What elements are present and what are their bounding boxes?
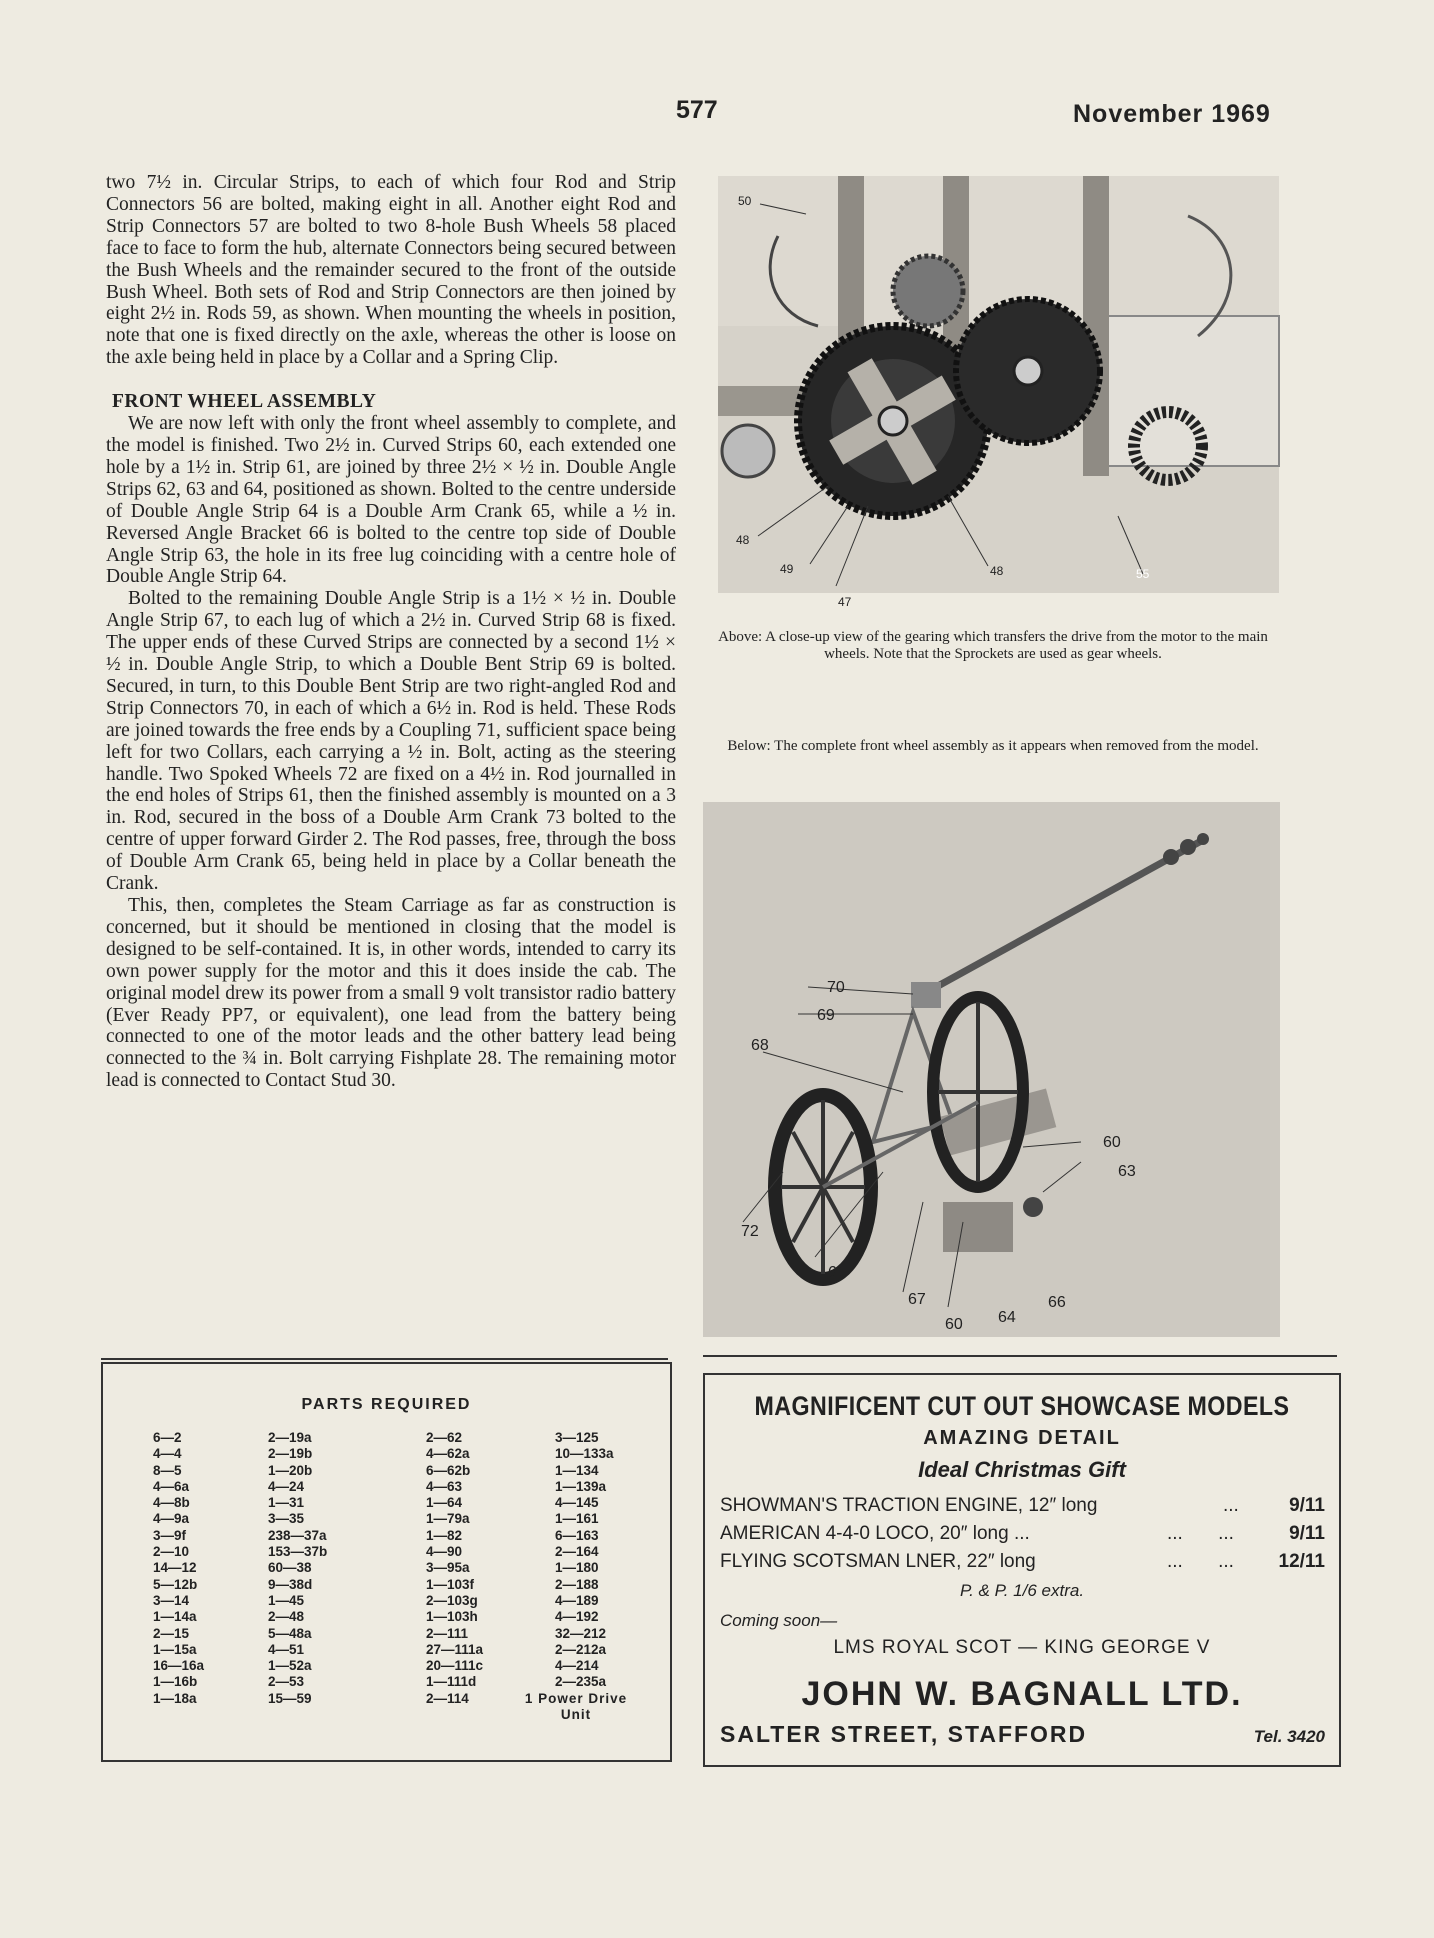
- gear-label-55: 55: [1136, 567, 1150, 581]
- part-label-69: 69: [817, 1007, 835, 1024]
- parts-column-2: [268, 1430, 327, 1707]
- part-entry: 4—214: [555, 1658, 599, 1674]
- ad-item-name: FLYING SCOTSMAN LNER, 22″ long: [720, 1551, 1036, 1572]
- parts-required-box: [101, 1362, 672, 1762]
- ad-item-dots: ...: [1223, 1495, 1239, 1516]
- part-entry: 4—145: [555, 1495, 599, 1511]
- ad-telephone: Tel. 3420: [1253, 1727, 1325, 1746]
- part-label-64: 64: [998, 1309, 1016, 1326]
- part-entry: 1—20b: [268, 1462, 313, 1478]
- gear-label-47: 47: [838, 595, 852, 609]
- part-entry: 8—5: [153, 1462, 182, 1478]
- ad-item-price: 9/11: [1289, 1495, 1325, 1516]
- part-entry: 2—188: [555, 1576, 599, 1592]
- part-entry: 3—125: [555, 1430, 599, 1445]
- part-entry: 4—4: [153, 1446, 182, 1462]
- ad-address: SALTER STREET, STAFFORD: [720, 1721, 1088, 1747]
- part-entry: 6—2: [153, 1430, 182, 1445]
- ad-item-name: AMERICAN 4-4-0 LOCO, 20″ long ...: [720, 1523, 1030, 1544]
- part-entry: 2—15: [153, 1625, 190, 1641]
- part-entry: 2—62: [426, 1430, 463, 1445]
- gear-label-49: 49: [780, 562, 794, 576]
- part-entry: 16—16a: [153, 1658, 205, 1674]
- part-entry: 4—8b: [153, 1495, 190, 1511]
- ad-coming-item: LMS ROYAL SCOT — KING GEORGE V: [833, 1637, 1211, 1658]
- part-entry: 20—111c: [426, 1658, 484, 1674]
- ad-coming-soon: Coming soon—: [720, 1611, 838, 1630]
- ad-item-price: 9/11: [1289, 1523, 1325, 1544]
- gearing-illustration: [718, 176, 1279, 609]
- part-entry: 3—9f: [153, 1527, 187, 1543]
- article-paragraph: We are now left with only the front wheel assembly to complete, and the model is finished. Two 2½ in. Curved Strips 60, each extended one hole by a 1½ in. Strip 61, are joined by three 2½ × ½ in. Double Angle Strips 62, 63 and 64, positioned as shown. Bolted to the centre underside of Double Angle Strip 64 is a Double Arm Crank 65, while a ½ in. Reversed Angle Bracket 66 is bolted to the centre top side of Double Angle Strip 63, the hole in its free lug coinciding with a centre hole of Double Angle Strip 64.: [106, 413, 676, 588]
- parts-column-1: [153, 1430, 204, 1707]
- part-entry: 4—51: [268, 1641, 305, 1657]
- part-label-72: 72: [741, 1223, 759, 1240]
- front-wheel-illustration: [703, 802, 1280, 1337]
- part-entry: 1—79a: [426, 1511, 470, 1527]
- gearing-photo: [718, 176, 1279, 609]
- part-entry: 1 Power Drive Unit: [524, 1690, 628, 1723]
- part-entry: 3—35: [268, 1511, 305, 1527]
- part-entry: 2—103g: [426, 1592, 478, 1608]
- ad-item-dots: ... ...: [1167, 1551, 1234, 1572]
- part-entry: 4—24: [268, 1478, 305, 1494]
- part-entry: 1—82: [426, 1527, 463, 1543]
- part-entry: 1—31: [268, 1495, 305, 1511]
- bagnall-advertisement: [703, 1373, 1341, 1767]
- part-entry: 4—6a: [153, 1478, 190, 1494]
- part-entry: 1—134: [555, 1462, 599, 1478]
- part-entry: 9—38d: [268, 1576, 313, 1592]
- part-label-66: 66: [1048, 1294, 1066, 1311]
- ad-company-name: JOHN W. BAGNALL LTD.: [801, 1675, 1243, 1713]
- part-entry: 1—180: [555, 1560, 599, 1576]
- part-entry: 1—64: [426, 1495, 463, 1511]
- part-entry: 238—37a: [268, 1527, 327, 1543]
- front-wheel-photo: [703, 802, 1280, 1337]
- part-entry: 6—62b: [426, 1462, 471, 1478]
- ad-item-name: SHOWMAN'S TRACTION ENGINE, 12″ long: [720, 1495, 1098, 1516]
- part-entry: 4—189: [555, 1592, 599, 1608]
- section-heading: FRONT WHEEL ASSEMBLY: [112, 391, 377, 413]
- ad-headline: MAGNIFICENT CUT OUT SHOWCASE MODELS: [754, 1391, 1290, 1421]
- part-entry: 1—18a: [153, 1690, 197, 1706]
- part-entry: 4—63: [426, 1478, 463, 1494]
- parts-column-3: [426, 1430, 483, 1707]
- ad-top-rule: [703, 1355, 1337, 1357]
- ad-postage: P. & P. 1/6 extra.: [959, 1581, 1085, 1600]
- part-entry: 27—111a: [426, 1641, 484, 1657]
- ad-item-dots: ... ...: [1167, 1523, 1234, 1544]
- part-label-63: 63: [1118, 1163, 1136, 1180]
- part-label-70: 70: [827, 979, 845, 996]
- part-entry: 6—163: [555, 1527, 599, 1543]
- part-entry: 4—9a: [153, 1511, 190, 1527]
- gearing-caption: Above: A close-up view of the gearing which transfers the drive from the motor to the main wheels. Note that the Sprockets are used as gear wheels.: [718, 629, 1268, 662]
- parts-top-rule: [101, 1358, 668, 1360]
- ad-item-price: 12/11: [1278, 1551, 1325, 1572]
- part-entry: 32—212: [555, 1625, 607, 1641]
- parts-column-4: [521, 1430, 636, 1723]
- part-entry: 10—133a: [555, 1446, 614, 1462]
- part-label-60: 60: [1103, 1134, 1121, 1151]
- gear-label-50: 50: [738, 194, 752, 208]
- part-entry: 14—12: [153, 1560, 197, 1576]
- part-entry: 2—19a: [268, 1430, 312, 1445]
- part-entry: 2—235a: [555, 1674, 607, 1690]
- article-paragraph: two 7½ in. Circular Strips, to each of which four Rod and Strip Connectors 56 are bolted, making eight in all. Another eight Rod and Strip Connectors 57 are bolted to two 8-hole Bush Wheels 58 placed face to face to form the hub, alternate Connectors being secured between the Bush Wheels and the remainder secured to the front of the outside Bush Wheel. Both sets of Rod and Strip Connectors are then joined by eight 2½ in. Rods 59, as shown. When mounting the wheels in position, note that one is fixed directly on the axle, whereas the other is loose on the axle being held in place by a Collar and a Spring Clip.: [106, 172, 676, 369]
- part-entry: 5—12b: [153, 1576, 198, 1592]
- gear-label-48: 48: [736, 533, 750, 547]
- gear-label-48b: 48: [990, 564, 1004, 578]
- part-entry: 4—62a: [426, 1446, 470, 1462]
- part-entry: 1—45: [268, 1592, 305, 1608]
- part-entry: 1—103h: [426, 1609, 478, 1625]
- part-entry: 5—48a: [268, 1625, 312, 1641]
- part-entry: 2—48: [268, 1609, 305, 1625]
- parts-title: PARTS REQUIRED: [301, 1396, 472, 1413]
- part-entry: 1—103f: [426, 1576, 475, 1592]
- part-entry: 153—37b: [268, 1544, 328, 1560]
- part-entry: 15—59: [268, 1690, 312, 1706]
- part-entry: 2—10: [153, 1544, 190, 1560]
- part-entry: 60—38: [268, 1560, 312, 1576]
- front-wheel-caption: Below: The complete front wheel assembly as it appears when removed from the model.: [727, 738, 1259, 754]
- part-entry: 2—53: [268, 1674, 305, 1690]
- part-entry: 1—161: [555, 1511, 599, 1527]
- ad-gift-line: Ideal Christmas Gift: [918, 1457, 1126, 1482]
- part-entry: 1—16b: [153, 1674, 198, 1690]
- page-number: 577: [676, 96, 718, 124]
- part-entry: 1—139a: [555, 1478, 607, 1494]
- part-label-67: 67: [908, 1291, 926, 1308]
- part-entry: 2—164: [555, 1544, 599, 1560]
- part-entry: 1—14a: [153, 1609, 197, 1625]
- issue-date: November 1969: [1073, 100, 1271, 128]
- part-label-60b: 60: [945, 1316, 963, 1333]
- part-label-61: 61: [828, 1264, 846, 1281]
- part-entry: 1—111d: [426, 1674, 477, 1690]
- part-entry: 2—111: [426, 1625, 469, 1641]
- ad-subheadline: AMAZING DETAIL: [923, 1427, 1121, 1449]
- part-label-68: 68: [751, 1037, 769, 1054]
- part-entry: 3—14: [153, 1592, 190, 1608]
- part-entry: 1—15a: [153, 1641, 197, 1657]
- part-entry: 2—19b: [268, 1446, 313, 1462]
- part-entry: 2—114: [426, 1690, 469, 1706]
- part-entry: 3—95a: [426, 1560, 470, 1576]
- part-entry: 4—90: [426, 1544, 463, 1560]
- part-entry: 2—212a: [555, 1641, 607, 1657]
- part-entry: 1—52a: [268, 1658, 312, 1674]
- article-column: [106, 172, 676, 1092]
- part-entry: 4—192: [555, 1609, 599, 1625]
- article-paragraph: This, then, completes the Steam Carriage as far as construction is concerned, but it should be mentioned in closing that the model is designed to be self-contained. It is, in other words, intended to carry its own power supply for the motor and this it does inside the cab. The original model drew its power from a small 9 volt transistor radio battery (Ever Ready PP7, or equivalent), one lead from the battery being connected to one of the motor leads and the other battery lead being connected to the ¾ in. Bolt carrying Fishplate 28. The remaining motor lead is connected to Contact Stud 30.: [106, 895, 676, 1092]
- article-paragraph: Bolted to the remaining Double Angle Strip is a 1½ × ½ in. Double Angle Strip 67, to each lug of which a 2½ in. Curved Strip 68 is fixed. The upper ends of these Curved Strips are connected by a second 1½ × ½ in. Double Angle Strip, to which a Double Bent Strip 69 is bolted. Secured, in turn, to this Double Bent Strip are two right-angled Rod and Strip Connectors 70, in each of which a 6½ in. Rod is held. These Rods are joined towards the free ends by a Coupling 71, sufficient space being left for two Collars, each carrying a ½ in. Bolt, acting as the steering handle. Two Spoked Wheels 72 are fixed on a 4½ in. Rod journalled in the end holes of Strips 61, then the finished assembly is mounted on a 3 in. Rod, secured in the boss of a Double Arm Crank 73 bolted to the centre of upper forward Girder 2. The Rod passes, free, through the boss of Double Arm Crank 65, being held in place by a Collar beneath the Crank.: [106, 588, 676, 895]
